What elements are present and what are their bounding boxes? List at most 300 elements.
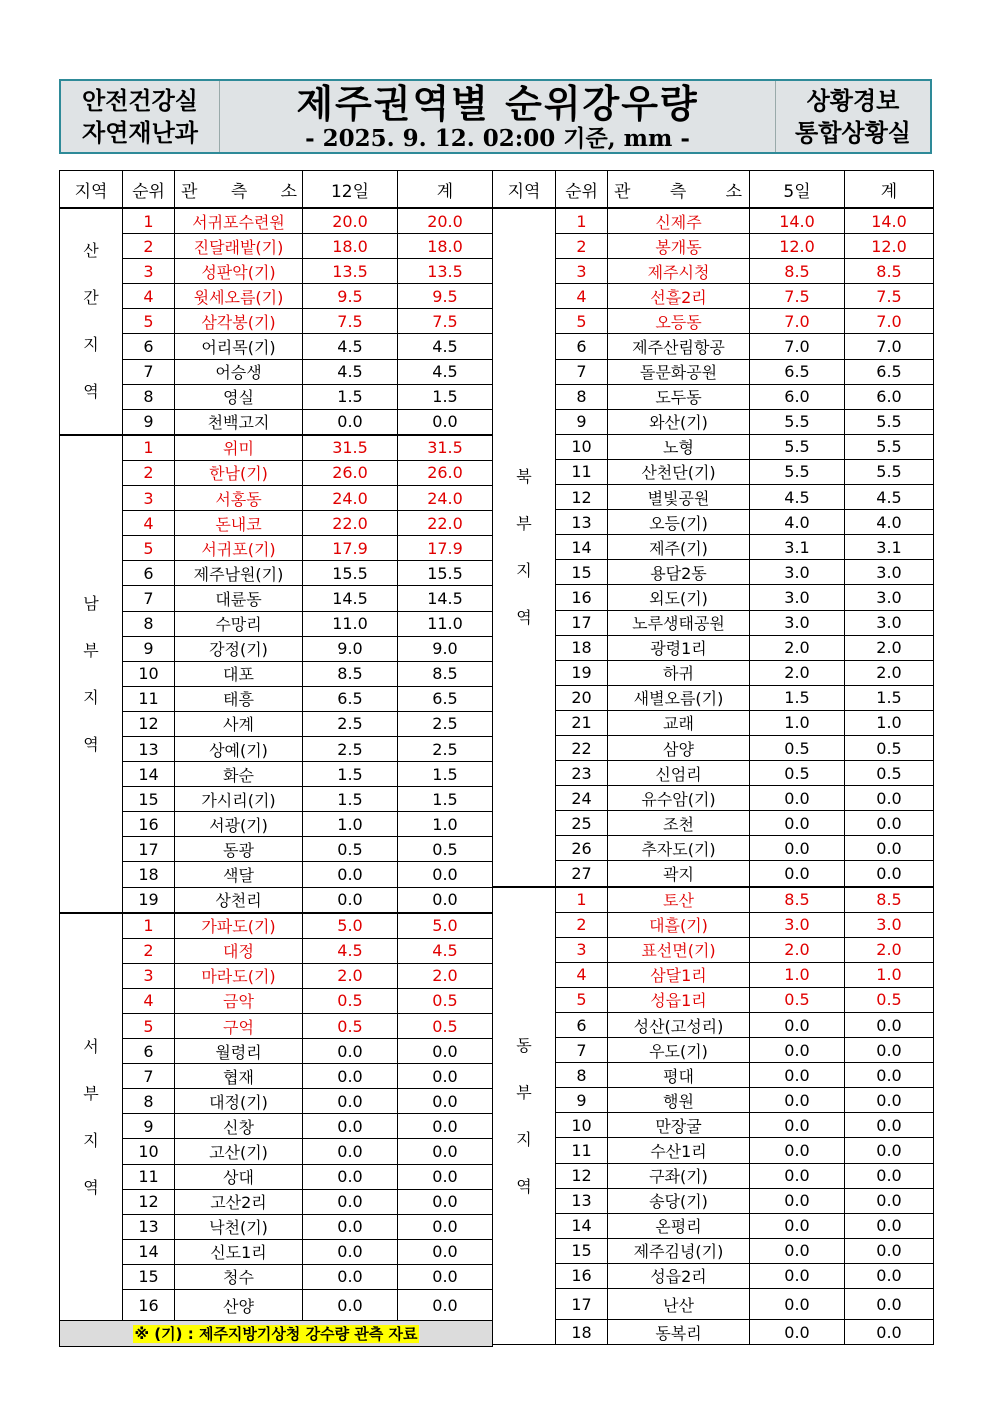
station-cell: 태흥 [175, 686, 303, 711]
total-cell: 18.0 [398, 234, 493, 259]
right-table-header [493, 171, 934, 209]
total-cell: 2.5 [398, 736, 493, 761]
day-cell: 1.0 [303, 812, 398, 837]
total-cell: 0.5 [398, 988, 493, 1013]
table-row [493, 1188, 934, 1213]
station-cell: 산천단(기) [608, 459, 750, 484]
region-label-char: 역 [516, 608, 532, 628]
total-cell: 4.5 [398, 359, 493, 384]
rank-cell: 5 [123, 536, 175, 561]
station-cell: 서귀포수련원 [175, 208, 303, 234]
table-row [493, 585, 934, 610]
region-label [493, 887, 556, 1345]
table-row [493, 334, 934, 359]
total-cell: 0.0 [845, 1188, 934, 1213]
station-cell: 돌문화공원 [608, 359, 750, 384]
station-cell: 제주산림항공 [608, 334, 750, 359]
rank-cell: 7 [123, 359, 175, 384]
table-row [493, 887, 934, 913]
col-total: 계 [845, 171, 934, 209]
station-cell: 성읍2리 [608, 1263, 750, 1288]
footnote [60, 1321, 493, 1347]
rank-cell: 3 [123, 486, 175, 511]
station-cell: 천백고지 [175, 409, 303, 435]
total-cell: 1.5 [398, 384, 493, 409]
day-cell: 0.5 [750, 761, 845, 786]
station-cell: 곽지 [608, 861, 750, 887]
day-cell: 0.0 [303, 1064, 398, 1089]
rank-cell: 20 [556, 685, 608, 710]
station-cell: 동광 [175, 837, 303, 862]
day-cell: 3.0 [750, 912, 845, 937]
region-label-char: 지 [516, 561, 532, 581]
total-cell: 5.5 [845, 434, 934, 459]
total-cell: 22.0 [398, 511, 493, 536]
title-block [220, 81, 775, 152]
day-cell: 0.0 [750, 1088, 845, 1113]
note-row [60, 1321, 493, 1347]
total-cell: 0.0 [398, 1089, 493, 1114]
day-cell: 3.0 [750, 610, 845, 635]
station-cell: 온평리 [608, 1213, 750, 1238]
table-row [60, 259, 493, 284]
rank-cell: 18 [556, 1320, 608, 1345]
total-cell: 0.0 [398, 1214, 493, 1239]
total-cell: 11.0 [398, 611, 493, 636]
total-cell: 0.0 [398, 1039, 493, 1064]
table-row [493, 309, 934, 334]
day-cell: 0.0 [303, 1039, 398, 1064]
total-cell: 8.5 [845, 259, 934, 284]
station-cell: 용담2동 [608, 560, 750, 585]
day-cell: 18.0 [303, 234, 398, 259]
day-cell: 13.5 [303, 259, 398, 284]
left-rainfall-table [59, 170, 493, 1347]
station-cell: 평대 [608, 1063, 750, 1088]
day-cell: 0.0 [750, 786, 845, 811]
table-row [493, 1320, 934, 1345]
total-cell: 6.0 [845, 384, 934, 409]
station-cell: 광령1리 [608, 635, 750, 660]
rank-cell: 5 [556, 309, 608, 334]
table-row [60, 1039, 493, 1064]
rank-cell: 9 [556, 409, 608, 434]
table-row [60, 561, 493, 586]
rank-cell: 18 [123, 862, 175, 887]
table-row [493, 1013, 934, 1038]
day-cell: 0.0 [303, 409, 398, 435]
total-cell: 14.5 [398, 586, 493, 611]
rank-cell: 3 [556, 259, 608, 284]
total-cell: 0.0 [398, 1290, 493, 1321]
table-row [493, 786, 934, 811]
rank-cell: 7 [556, 359, 608, 384]
rank-cell: 14 [123, 762, 175, 787]
total-cell: 0.5 [398, 837, 493, 862]
total-cell: 13.5 [398, 259, 493, 284]
day-cell: 0.5 [303, 837, 398, 862]
table-row [60, 586, 493, 611]
table-row [493, 1213, 934, 1238]
rank-cell: 14 [123, 1239, 175, 1264]
rank-cell: 3 [556, 937, 608, 962]
total-cell: 0.0 [845, 861, 934, 887]
total-cell: 0.0 [398, 1189, 493, 1214]
day-cell: 2.0 [750, 660, 845, 685]
table-row [493, 1263, 934, 1288]
rank-cell: 9 [123, 1114, 175, 1139]
station-cell: 청수 [175, 1264, 303, 1289]
total-cell: 0.0 [845, 1138, 934, 1163]
rank-cell: 12 [123, 1189, 175, 1214]
day-cell: 1.5 [303, 762, 398, 787]
total-cell: 0.0 [845, 1013, 934, 1038]
table-row [60, 686, 493, 711]
table-row [493, 459, 934, 484]
day-cell: 2.0 [303, 963, 398, 988]
total-cell: 4.0 [845, 510, 934, 535]
total-cell: 8.5 [398, 661, 493, 686]
total-cell: 0.0 [398, 887, 493, 913]
rank-cell: 16 [123, 1290, 175, 1321]
table-row [60, 1089, 493, 1114]
issuer-left [61, 81, 220, 152]
table-row [60, 661, 493, 686]
day-cell: 22.0 [303, 511, 398, 536]
station-cell: 윗세오름(기) [175, 284, 303, 309]
region-label-char: 산 [83, 241, 99, 261]
col-rank: 순위 [556, 171, 608, 209]
table-row [60, 409, 493, 435]
station-cell: 가시리(기) [175, 787, 303, 812]
day-cell: 5.5 [750, 434, 845, 459]
table-row [60, 486, 493, 511]
rank-cell: 2 [123, 460, 175, 485]
station-cell: 위미 [175, 435, 303, 461]
total-cell: 8.5 [845, 887, 934, 913]
rank-cell: 1 [123, 435, 175, 461]
region-label [60, 208, 123, 435]
total-cell: 1.0 [845, 962, 934, 987]
day-cell: 8.5 [750, 259, 845, 284]
station-cell: 오등(기) [608, 510, 750, 535]
total-cell: 1.5 [845, 685, 934, 710]
total-cell: 1.5 [398, 762, 493, 787]
table-row [60, 1264, 493, 1289]
day-cell: 0.0 [750, 861, 845, 887]
region-label-char: 지 [83, 335, 99, 355]
day-cell: 4.5 [303, 938, 398, 963]
day-cell: 0.5 [750, 735, 845, 760]
table-row [493, 937, 934, 962]
station-cell: 만장굴 [608, 1113, 750, 1138]
rank-cell: 13 [123, 736, 175, 761]
region-label-char: 역 [83, 734, 99, 754]
rank-cell: 8 [123, 1089, 175, 1114]
table-row [493, 735, 934, 760]
table-row [493, 861, 934, 887]
total-cell: 2.0 [845, 635, 934, 660]
table-row [60, 762, 493, 787]
station-cell: 추자도(기) [608, 836, 750, 861]
total-cell: 3.0 [845, 912, 934, 937]
total-cell: 0.0 [845, 1263, 934, 1288]
station-cell: 별빛공원 [608, 485, 750, 510]
day-cell: 0.0 [750, 1063, 845, 1088]
station-cell: 동복리 [608, 1320, 750, 1345]
rank-cell: 21 [556, 710, 608, 735]
station-cell: 돈내코 [175, 511, 303, 536]
day-cell: 2.0 [750, 635, 845, 660]
table-row [493, 510, 934, 535]
rank-cell: 6 [123, 1039, 175, 1064]
rank-cell: 9 [556, 1088, 608, 1113]
page-subtitle: - 2025. 9. 12. 02:00 기준, mm - [305, 124, 690, 152]
station-cell: 서귀포(기) [175, 536, 303, 561]
station-cell: 마라도(기) [175, 963, 303, 988]
table-row [493, 284, 934, 309]
total-cell: 14.0 [845, 208, 934, 234]
day-cell: 0.0 [750, 1289, 845, 1320]
table-row [493, 384, 934, 409]
day-cell: 26.0 [303, 460, 398, 485]
table-row [60, 208, 493, 234]
day-cell: 4.5 [303, 334, 398, 359]
rank-cell: 5 [123, 1014, 175, 1039]
station-cell: 대정 [175, 938, 303, 963]
rank-cell: 15 [123, 1264, 175, 1289]
table-row [493, 635, 934, 660]
table-row [493, 409, 934, 434]
table-row [60, 736, 493, 761]
region-label-char: 지 [516, 1129, 532, 1149]
rank-cell: 24 [556, 786, 608, 811]
rank-cell: 26 [556, 836, 608, 861]
region-label-char: 부 [83, 640, 99, 660]
rank-cell: 13 [556, 510, 608, 535]
rank-cell: 3 [123, 259, 175, 284]
day-cell: 14.0 [750, 208, 845, 234]
total-cell: 9.0 [398, 636, 493, 661]
table-row [60, 460, 493, 485]
station-cell: 신창 [175, 1114, 303, 1139]
total-cell: 0.0 [845, 1088, 934, 1113]
station-cell: 화순 [175, 762, 303, 787]
total-cell: 5.0 [398, 913, 493, 939]
table-row [60, 1114, 493, 1139]
rank-cell: 14 [556, 535, 608, 560]
region-label-char: 지 [83, 687, 99, 707]
total-cell: 7.0 [845, 309, 934, 334]
rank-cell: 4 [123, 988, 175, 1013]
table-row [493, 761, 934, 786]
station-cell: 난산 [608, 1289, 750, 1320]
table-row [493, 359, 934, 384]
table-row [60, 1290, 493, 1321]
table-row [493, 962, 934, 987]
station-cell: 강정(기) [175, 636, 303, 661]
table-row [493, 836, 934, 861]
table-row [60, 234, 493, 259]
rank-cell: 9 [123, 409, 175, 435]
rank-cell: 10 [123, 661, 175, 686]
total-cell: 7.0 [845, 334, 934, 359]
total-cell: 0.0 [398, 1064, 493, 1089]
day-cell: 9.5 [303, 284, 398, 309]
station-cell: 성판악(기) [175, 259, 303, 284]
day-cell: 8.5 [303, 661, 398, 686]
total-cell: 0.0 [845, 836, 934, 861]
station-cell: 삼각봉(기) [175, 309, 303, 334]
total-cell: 7.5 [398, 309, 493, 334]
station-cell: 삼양 [608, 735, 750, 760]
rank-cell: 8 [556, 1063, 608, 1088]
rank-cell: 11 [123, 1164, 175, 1189]
rank-cell: 13 [123, 1214, 175, 1239]
table-row [60, 862, 493, 887]
total-cell: 0.0 [845, 1063, 934, 1088]
rank-cell: 18 [556, 635, 608, 660]
region-label-char: 남 [83, 593, 99, 613]
table-row [60, 887, 493, 913]
station-cell: 수산1리 [608, 1138, 750, 1163]
station-cell: 서광(기) [175, 812, 303, 837]
day-cell: 2.5 [303, 711, 398, 736]
table-row [493, 535, 934, 560]
table-row [60, 1214, 493, 1239]
table-row [60, 384, 493, 409]
region-label-char: 부 [516, 1082, 532, 1102]
region-label-char: 서 [83, 1036, 99, 1056]
rank-cell: 1 [123, 913, 175, 939]
station-cell: 영실 [175, 384, 303, 409]
table-row [493, 1238, 934, 1263]
total-cell: 9.5 [398, 284, 493, 309]
station-cell: 진달래밭(기) [175, 234, 303, 259]
total-cell: 1.5 [398, 787, 493, 812]
region-label [493, 208, 556, 887]
total-cell: 4.5 [398, 938, 493, 963]
rank-cell: 8 [556, 384, 608, 409]
total-cell: 3.0 [845, 560, 934, 585]
total-cell: 0.5 [845, 761, 934, 786]
station-cell: 삼달1리 [608, 962, 750, 987]
day-cell: 5.5 [750, 459, 845, 484]
day-cell: 1.0 [750, 962, 845, 987]
rank-cell: 11 [123, 686, 175, 711]
col-region: 지역 [60, 171, 123, 209]
total-cell: 0.0 [845, 811, 934, 836]
day-cell: 4.5 [750, 485, 845, 510]
day-cell: 0.5 [303, 1014, 398, 1039]
footnote-text: ※ (기) : 제주지방기상청 강수량 관측 자료 [134, 1325, 418, 1344]
rank-cell: 3 [123, 963, 175, 988]
station-cell: 송당(기) [608, 1188, 750, 1213]
table-row [60, 1239, 493, 1264]
rank-cell: 22 [556, 735, 608, 760]
rank-cell: 6 [123, 561, 175, 586]
table-row [60, 359, 493, 384]
table-row [60, 1164, 493, 1189]
day-cell: 0.0 [750, 1320, 845, 1345]
day-cell: 0.0 [303, 1164, 398, 1189]
station-cell: 고산2리 [175, 1189, 303, 1214]
day-cell: 0.0 [750, 1238, 845, 1263]
rank-cell: 10 [556, 1113, 608, 1138]
day-cell: 0.0 [303, 1089, 398, 1114]
day-cell: 14.5 [303, 586, 398, 611]
table-row [493, 208, 934, 234]
total-cell: 6.5 [398, 686, 493, 711]
day-cell: 2.0 [750, 937, 845, 962]
station-cell: 가파도(기) [175, 913, 303, 939]
rank-cell: 25 [556, 811, 608, 836]
rank-cell: 17 [123, 837, 175, 862]
station-cell: 노형 [608, 434, 750, 459]
day-cell: 6.0 [750, 384, 845, 409]
station-cell: 구억 [175, 1014, 303, 1039]
region-label [60, 913, 123, 1321]
col-day: 5일 [750, 171, 845, 209]
day-cell: 0.0 [750, 836, 845, 861]
station-cell: 행원 [608, 1088, 750, 1113]
total-cell: 0.0 [398, 1114, 493, 1139]
station-cell: 서홍동 [175, 486, 303, 511]
table-row [60, 536, 493, 561]
total-cell: 0.0 [398, 862, 493, 887]
total-cell: 0.0 [845, 1238, 934, 1263]
station-cell: 하귀 [608, 660, 750, 685]
day-cell: 0.0 [303, 1139, 398, 1164]
total-cell: 3.0 [845, 610, 934, 635]
col-region: 지역 [493, 171, 556, 209]
table-row [493, 660, 934, 685]
station-cell: 제주김녕(기) [608, 1238, 750, 1263]
region-label-char: 동 [516, 1035, 532, 1055]
day-cell: 0.0 [303, 1239, 398, 1264]
station-cell: 토산 [608, 887, 750, 913]
table-row [60, 636, 493, 661]
col-total: 계 [398, 171, 493, 209]
day-cell: 0.0 [750, 1113, 845, 1138]
rank-cell: 2 [123, 234, 175, 259]
region-label-char: 역 [516, 1176, 532, 1196]
col-station-label: 관 측 소 [614, 181, 743, 202]
rank-cell: 8 [123, 384, 175, 409]
rank-cell: 15 [123, 787, 175, 812]
rank-cell: 2 [123, 938, 175, 963]
day-cell: 8.5 [750, 887, 845, 913]
station-cell: 상예(기) [175, 736, 303, 761]
rank-cell: 8 [123, 611, 175, 636]
day-cell: 0.0 [750, 1263, 845, 1288]
station-cell: 유수암(기) [608, 786, 750, 811]
total-cell: 0.5 [845, 987, 934, 1012]
station-cell: 사계 [175, 711, 303, 736]
rank-cell: 16 [556, 1263, 608, 1288]
table-row [60, 938, 493, 963]
day-cell: 7.0 [750, 334, 845, 359]
total-cell: 4.5 [845, 485, 934, 510]
table-row [60, 711, 493, 736]
page-title: 제주권역별 순위강우량 [296, 81, 699, 126]
station-cell: 대포 [175, 661, 303, 686]
station-cell: 어승생 [175, 359, 303, 384]
table-row [60, 1064, 493, 1089]
day-cell: 3.0 [750, 585, 845, 610]
total-cell: 2.0 [845, 660, 934, 685]
rank-cell: 4 [556, 284, 608, 309]
